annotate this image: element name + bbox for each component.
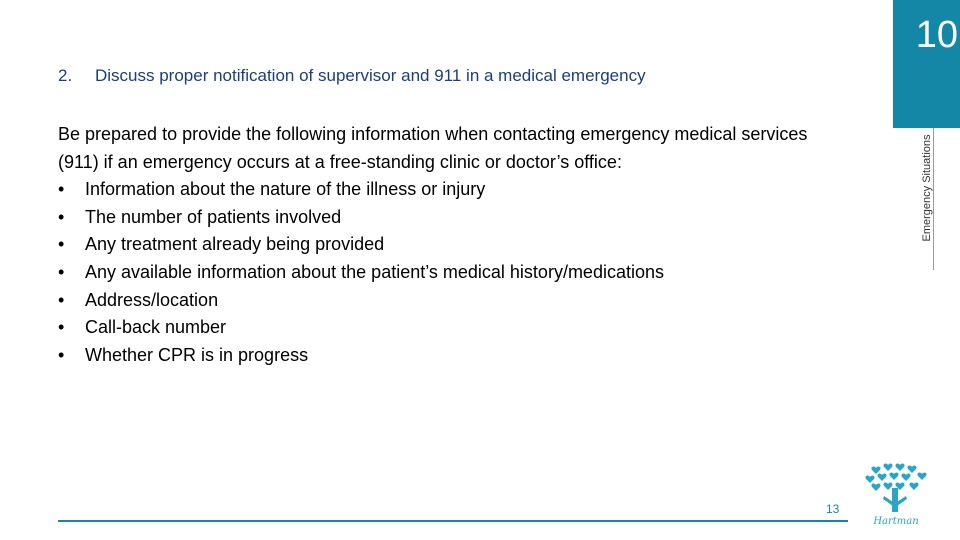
bullet: • xyxy=(58,289,65,310)
list-item-text: Any available information about the patient’s medical history/medications xyxy=(85,261,664,282)
list-item xyxy=(58,314,848,342)
intro-paragraph: Be prepared to provide the following information when contacting emergency medical services (911) if an emergency occurs at a free-standing clinic or doctor’s office: xyxy=(58,124,808,172)
page-number: 13 xyxy=(826,502,840,516)
footer-rule xyxy=(58,520,848,522)
info-list xyxy=(58,176,848,369)
objective-text: Discuss proper notification of supervisor and 911 in a medical emergency xyxy=(95,66,646,85)
bullet: • xyxy=(58,261,65,282)
list-item xyxy=(58,231,848,259)
chapter-title-vertical: Emergency Situations xyxy=(921,134,933,242)
hartman-logo xyxy=(864,462,928,528)
slide-body xyxy=(58,121,848,369)
list-item-text: The number of patients involved xyxy=(85,206,342,227)
list-item-text: Information about the nature of the illness or injury xyxy=(85,179,486,200)
list-item xyxy=(58,342,848,370)
list-item xyxy=(58,176,848,204)
bullet: • xyxy=(58,317,65,338)
bullet: • xyxy=(58,206,65,227)
list-item-text: Whether CPR is in progress xyxy=(85,344,309,365)
objective-heading xyxy=(58,66,646,86)
list-item-text: Call-back number xyxy=(85,317,227,338)
chapter-number: 10 xyxy=(915,14,958,56)
list-item xyxy=(58,204,848,232)
chapter-tab xyxy=(893,0,960,128)
bullet: • xyxy=(58,179,65,200)
list-item-text: Address/location xyxy=(85,289,219,310)
logo-wordmark: Hartman xyxy=(873,516,919,527)
list-item xyxy=(58,287,848,315)
bullet: • xyxy=(58,344,65,365)
side-divider xyxy=(933,128,934,270)
objective-number: 2. xyxy=(58,66,73,85)
bullet: • xyxy=(58,234,65,255)
list-item xyxy=(58,259,848,287)
list-item-text: Any treatment already being provided xyxy=(85,234,385,255)
